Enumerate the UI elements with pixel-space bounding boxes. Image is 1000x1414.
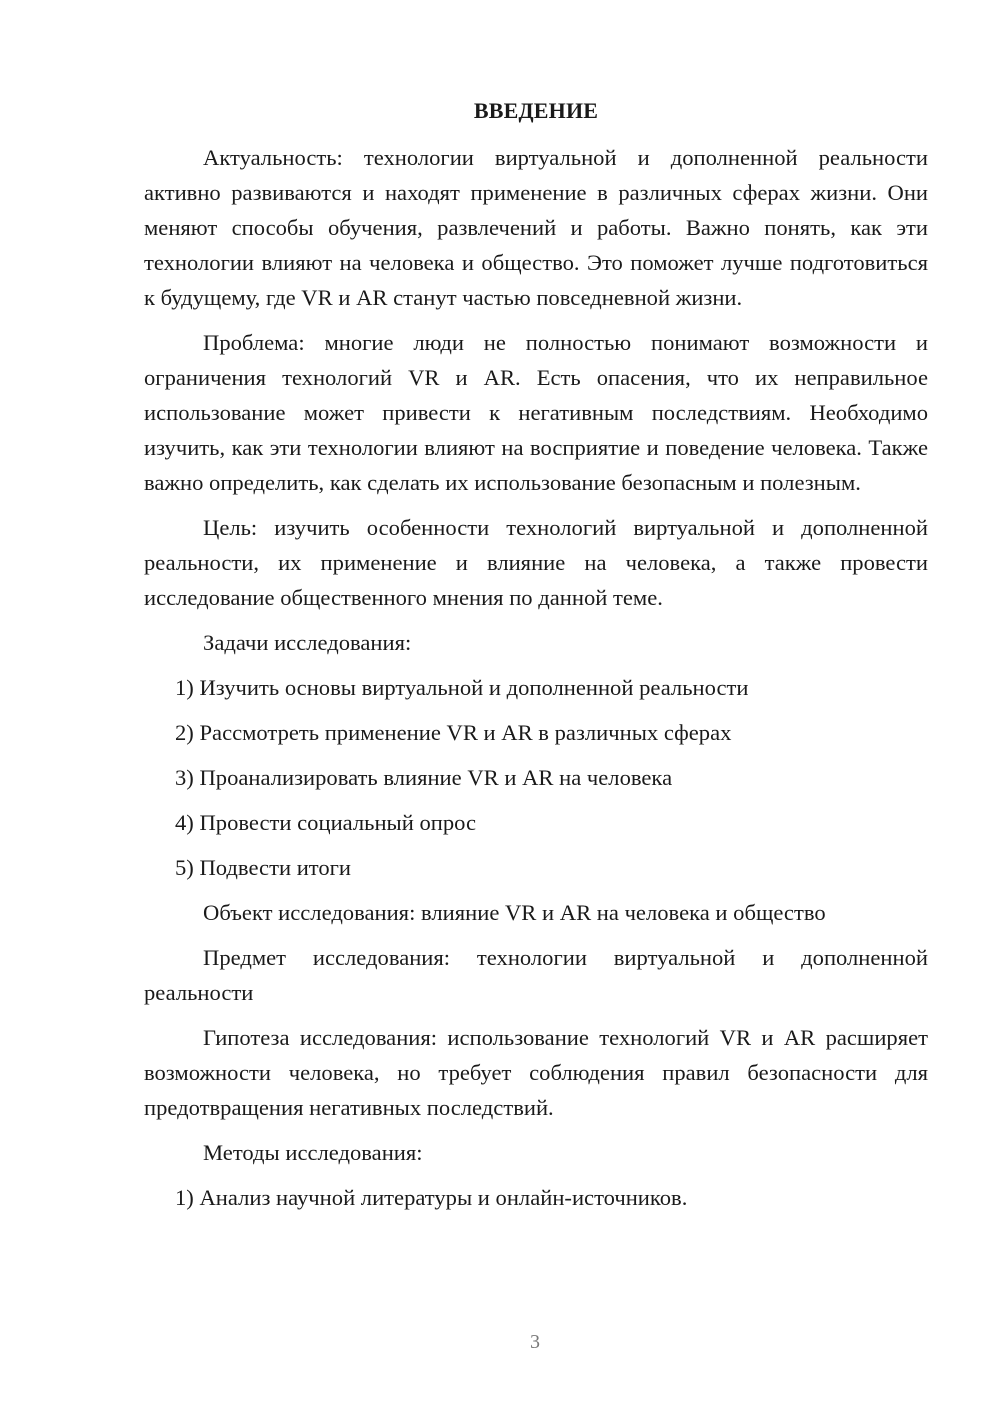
problem-paragraph: Проблема: многие люди не полностью понимают возможности и ограничения технологий VR и AR. Есть опасения, что их неправильное использование может привести к негативным последствиям. Необходимо изучить, как эти технологии влияют на восприятие и поведение человека. Также важно определить, как сделать их использование безопасным и полезным.	[144, 330, 928, 495]
task-item: 2) Рассмотреть применение VR и AR в различных сферах	[175, 720, 732, 745]
method-item: 1) Анализ научной литературы и онлайн-источников.	[175, 1185, 688, 1210]
section-title: ВВЕДЕНИЕ	[473, 98, 599, 123]
tasks-label: Задачи исследования:	[203, 630, 412, 655]
methods-label: Методы исследования:	[203, 1140, 423, 1165]
task-item: 5) Подвести итоги	[175, 855, 352, 880]
document-page	[144, 96, 928, 1225]
task-item: 3) Проанализировать влияние VR и AR на человека	[175, 765, 673, 790]
task-item: 4) Провести социальный опрос	[175, 810, 477, 835]
hypothesis-paragraph: Гипотеза исследования: использование технологий VR и AR расширяет возможности человека, но требует соблюдения правил безопасности для предотвращения негативных последствий.	[144, 1025, 928, 1120]
relevance-paragraph: Актуальность: технологии виртуальной и дополненной реальности активно развиваются и находят применение в различных сферах жизни. Они меняют способы обучения, развлечений и работы. Важно понять, как эти технологии влияют на человека и общество. Это поможет лучше подготовиться к будущему, где VR и AR станут частью повседневной жизни.	[144, 145, 928, 310]
subject-paragraph: Предмет исследования: технологии виртуальной и дополненной реальности	[144, 945, 928, 1005]
goal-paragraph: Цель: изучить особенности технологий виртуальной и дополненной реальности, их применение и влияние на человека, а также провести исследование общественного мнения по данной теме.	[144, 515, 928, 610]
page-number: 3	[530, 1331, 540, 1353]
task-item: 1) Изучить основы виртуальной и дополненной реальности	[175, 675, 749, 700]
object-line: Объект исследования: влияние VR и AR на человека и общество	[203, 900, 826, 925]
